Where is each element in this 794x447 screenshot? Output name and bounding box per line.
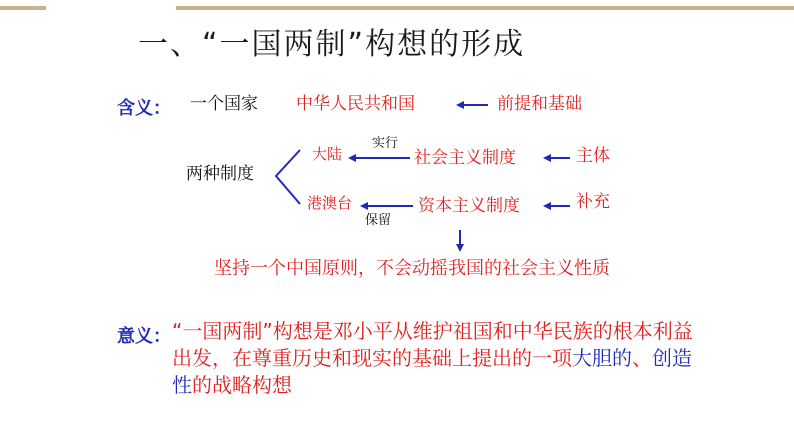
main-body-text: 主体 xyxy=(576,146,610,166)
prc-text: 中华人民共和国 xyxy=(296,94,415,114)
significance-text-bold: 大胆的 xyxy=(572,346,632,370)
hmt-text: 港澳台 xyxy=(307,194,353,212)
implement-text: 实行 xyxy=(372,136,399,151)
significance-label: 意义： xyxy=(117,326,171,347)
supplement-text: 补充 xyxy=(576,192,610,212)
systems-bracket xyxy=(276,150,300,204)
meaning-label: 含义： xyxy=(117,98,171,119)
socialism-text: 社会主义制度 xyxy=(414,148,516,168)
significance-text-1: “一国两制”构想是邓小平从维护祖国和中华民族的根本利益出发，在尊重历史和现实的基础上提出的一项 xyxy=(172,319,693,370)
premise-text: 前提和基础 xyxy=(497,94,582,114)
significance-text-end: 的战略构想 xyxy=(192,373,292,397)
significance-text-creative: 创造性 xyxy=(172,346,692,397)
significance-paragraph xyxy=(172,318,702,399)
retain-text: 保留 xyxy=(365,213,392,228)
principle-text: 坚持一个中国原则，不会动摇我国的社会主义性质 xyxy=(214,258,610,279)
capitalism-text: 资本主义制度 xyxy=(418,196,520,216)
significance-text-comma: 、 xyxy=(632,346,652,370)
mainland-text: 大陆 xyxy=(312,145,343,163)
two-systems-text: 两种制度 xyxy=(186,164,254,184)
one-country-text: 一个国家 xyxy=(190,94,258,114)
page-title: 一、“一国两制”构想的形成 xyxy=(138,27,526,62)
